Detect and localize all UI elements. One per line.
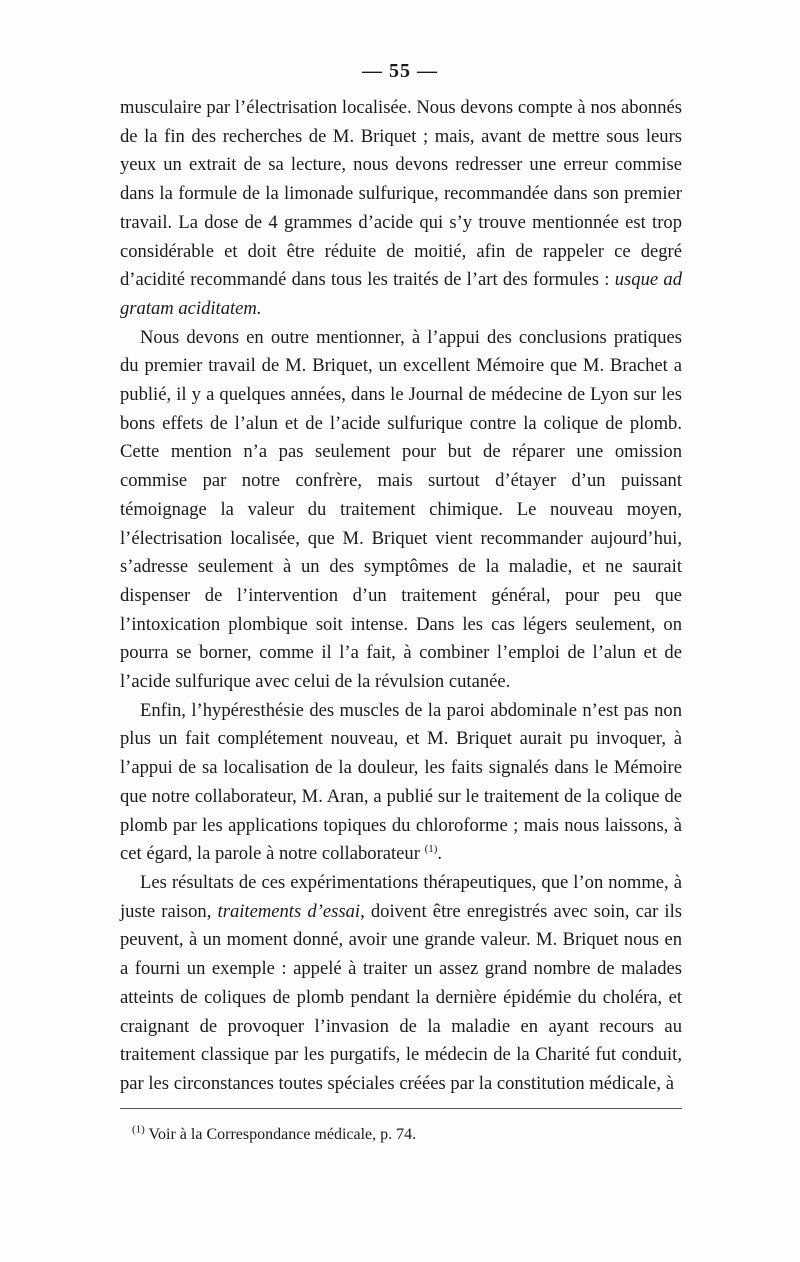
body-text xyxy=(120,94,682,1099)
text-run: Enfin, l’hypéresthésie des muscles de la paroi abdominale n’est pas non plus un fait complétement nouveau, et M. Briquet aurait pu invoquer, à l’appui de sa localisation de la douleur, les faits signalés dans le Mémoire que notre collaborateur, M. Aran, a publié sur le traitement de la colique de plomb par les applications topiques du chloroforme ; mais nous laissons, à cet égard, la parole à notre collaborateur xyxy=(120,699,682,865)
text-run: Nous devons en outre mentionner, à l’appui des conclusions pratiques du premier travail de M. Briquet, un excellent Mémoire que M. Brachet a publié, il y a quelques années, dans le Journal de médecine de Lyon sur les bons effets de l’alun et de l’acide sulfurique contre la colique de plomb. Cette mention n’a pas seulement pour but de réparer une omission commise par notre confrère, mais surtout d’étayer d’un puissant témoignage la valeur du traitement chimique. Le nouveau moyen, l’électrisation localisée, que M. Briquet vient recommander aujourd’hui, s’adresse seulement à un des symptômes de la maladie, et ne saurait dispenser de l’intervention d’un traitement général, pour peu que l’intoxication plombique soit intense. Dans les cas légers seulement, on pourra se borner, comme il l’a fait, à combiner l’emploi de l’alun et de l’acide sulfurique avec celui de la révulsion cutanée. xyxy=(120,326,682,693)
footnote-reference: (1) xyxy=(424,843,438,856)
text-run: musculaire par l’électrisation localisée. Nous devons compte à nos abonnés de la fin des recherches de M. Briquet ; mais, avant de mettre sous leurs yeux un extrait de sa lecture, nous devons redresser une erreur commise dans la formule de la limonade sulfurique, recommandée dans son premier travail. La dose de 4 grammes d’acide qui s’y trouve mentionnée est trop considérable et doit être réduite de moitié, afin de rappeler ce degré d’acidité recommandé dans tous les traités de l’art des formules : xyxy=(120,97,682,291)
italic-text: traitements d’essai xyxy=(217,900,361,922)
paragraph xyxy=(120,94,682,324)
paragraph xyxy=(120,697,682,869)
footnote-divider xyxy=(120,1108,682,1109)
text-run: Les résultats de ces expérimentations thérapeutiques, que l’on nomme, à juste raison, xyxy=(120,871,682,922)
italic-text: usque ad gratam aciditatem. xyxy=(120,269,682,319)
footnote xyxy=(132,1124,672,1146)
footnote-text: Voir à la Correspondance médicale, p. 74. xyxy=(144,1126,417,1143)
footnote-marker: (1) xyxy=(132,1123,145,1136)
text-run: , doivent être enregistrés avec soin, car ils peuvent, à un moment donné, avoir une grande valeur. M. Briquet nous en a fourni un exemple : appelé à traiter un assez grand nombre de malades atteints de coliques de plomb pendant la dernière épidémie du choléra, et craignant de provoquer l’invasion de la maladie en ayant recours au traitement classique par les purgatifs, le médecin de la Charité fut conduit, par les circonstances toutes spéciales créées par la constitution médicale, à xyxy=(120,900,682,1094)
text-run: . xyxy=(437,843,443,865)
paragraph xyxy=(120,324,682,697)
page-number: — 55 — xyxy=(362,60,438,82)
paragraph xyxy=(120,869,682,1099)
